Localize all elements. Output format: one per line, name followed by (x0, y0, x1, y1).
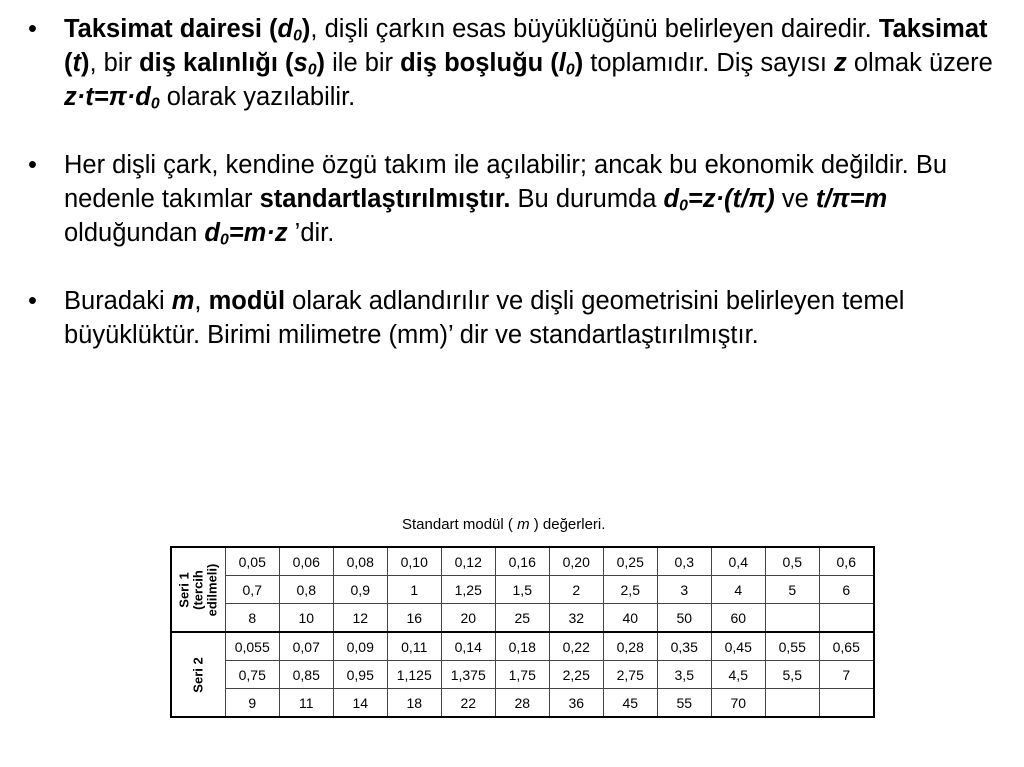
table-cell: 14 (333, 689, 387, 718)
table-cell: 8 (225, 604, 279, 633)
table-cell: 11 (279, 689, 333, 718)
table-cell: 4,5 (711, 661, 765, 689)
table-cell: 22 (441, 689, 495, 718)
table-cell: 0,5 (765, 547, 819, 576)
table-cell: 2,25 (549, 661, 603, 689)
table-cell: 5 (765, 576, 819, 604)
table-cell: 0,22 (549, 632, 603, 661)
table-cell: 0,65 (819, 632, 874, 661)
table-cell: 0,10 (387, 547, 441, 576)
bullet-point-icon: • (28, 151, 37, 179)
table-cell: 1,375 (441, 661, 495, 689)
table-row (171, 547, 874, 576)
table-cell: 0,8 (279, 576, 333, 604)
table-cell: 2,75 (603, 661, 657, 689)
table-cell (819, 689, 874, 718)
table-cell: 0,14 (441, 632, 495, 661)
bullet-point-icon: • (28, 287, 37, 315)
table-cell: 0,12 (441, 547, 495, 576)
table-row (171, 661, 874, 689)
table-cell: 0,95 (333, 661, 387, 689)
table-caption: Standart modül ( m ) değerleri. (402, 516, 606, 533)
table-cell: 0,7 (225, 576, 279, 604)
table-cell: 25 (495, 604, 549, 633)
table-cell: 5,5 (765, 661, 819, 689)
table-cell (765, 689, 819, 718)
bullet-list (28, 12, 1018, 352)
table-cell: 6 (819, 576, 874, 604)
table-cell: 0,55 (765, 632, 819, 661)
table-cell: 0,35 (657, 632, 711, 661)
seri-1-label: Seri 1 (tercih edilmeli) (171, 547, 225, 632)
table-cell: 0,28 (603, 632, 657, 661)
table-row (171, 604, 874, 633)
table-cell: 1,25 (441, 576, 495, 604)
table-cell: 0,05 (225, 547, 279, 576)
bullet-modul: • Buradaki m, modül olarak adlandırılır ve dişli geometrisini belirleyen temel büyüklüktür. Birimi milimetre (mm)’ dir ve standartlaştırılmıştır. (28, 284, 1018, 352)
table-cell: 4 (711, 576, 765, 604)
table-cell: 7 (819, 661, 874, 689)
table-cell: 28 (495, 689, 549, 718)
table-cell: 32 (549, 604, 603, 633)
table-cell: 12 (333, 604, 387, 633)
table-cell: 1,125 (387, 661, 441, 689)
table-cell: 0,85 (279, 661, 333, 689)
table-row (171, 632, 874, 661)
table-cell: 45 (603, 689, 657, 718)
table-cell: 0,4 (711, 547, 765, 576)
table-cell: 2,5 (603, 576, 657, 604)
table-cell: 0,45 (711, 632, 765, 661)
table-cell: 0,75 (225, 661, 279, 689)
table-cell: 0,20 (549, 547, 603, 576)
table-cell: 0,09 (333, 632, 387, 661)
table-cell: 0,07 (279, 632, 333, 661)
table-cell: 60 (711, 604, 765, 633)
table-cell: 1,5 (495, 576, 549, 604)
table-cell: 0,18 (495, 632, 549, 661)
table-cell: 1 (387, 576, 441, 604)
table-cell (819, 604, 874, 633)
table-cell: 36 (549, 689, 603, 718)
bullet-taksimat-dairesi: • Taksimat dairesi $(d_0)$, dişli çarkın esas büyüklüğünü belirleyen dairedir. Taksimat (t), bir diş kalınlığı $(s_0)$ ile bir diş boşluğu $(l_0)$ toplamıdır. Diş sayısı z olmak üzere $z\cdot t=\pi\cdot d_0$ olarak yazılabilir. (28, 12, 1018, 114)
table-cell (765, 604, 819, 633)
table-row (171, 576, 874, 604)
table-cell: 0,055 (225, 632, 279, 661)
table-cell: 3,5 (657, 661, 711, 689)
table-cell: 18 (387, 689, 441, 718)
table-cell: 50 (657, 604, 711, 633)
table-cell: 0,3 (657, 547, 711, 576)
table-cell: 0,11 (387, 632, 441, 661)
table-cell: 1,75 (495, 661, 549, 689)
table-cell: 16 (387, 604, 441, 633)
table-cell: 0,9 (333, 576, 387, 604)
table-cell: 0,16 (495, 547, 549, 576)
table-cell: 0,25 (603, 547, 657, 576)
table-cell: 0,08 (333, 547, 387, 576)
table-cell: 3 (657, 576, 711, 604)
table-cell: 2 (549, 576, 603, 604)
table-cell: 10 (279, 604, 333, 633)
standard-module-table (170, 546, 875, 718)
bullet-point-icon: • (28, 15, 37, 43)
table-row (171, 689, 874, 718)
table-cell: 55 (657, 689, 711, 718)
table-cell: 0,06 (279, 547, 333, 576)
table-cell: 70 (711, 689, 765, 718)
table-cell: 40 (603, 604, 657, 633)
table-cell: 20 (441, 604, 495, 633)
bullet-standartlastirma: • Her dişli çark, kendine özgü takım ile açılabilir; ancak bu ekonomik değildir. Bu nedenle takımlar standartlaştırılmıştır. Bu durumda $d_0=z\cdot(t/\pi)$ ve t/π=m olduğundan $d_0=m\cdot z$ ’dir. (28, 148, 1018, 250)
table-cell: 9 (225, 689, 279, 718)
seri-2-label: Seri 2 (171, 632, 225, 717)
table-cell: 0,6 (819, 547, 874, 576)
